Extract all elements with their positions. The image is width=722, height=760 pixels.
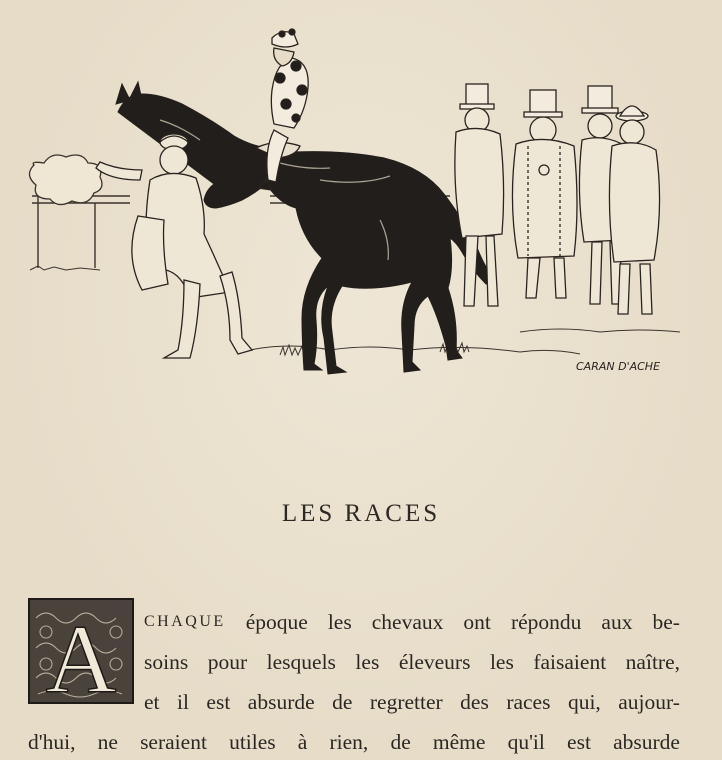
word: époque [245,610,308,634]
word: absurde [247,690,315,714]
word: ne [97,730,118,754]
word: à [297,730,308,754]
text-line-1 [144,607,680,637]
word: les [327,610,352,634]
word: lesquels [266,650,336,674]
word: répondu [510,610,582,634]
word: même [432,730,486,754]
breath-cloud [29,155,102,205]
word: qu'il [507,730,545,754]
word: est [206,690,231,714]
word: soins [144,650,189,674]
word: de [390,730,411,754]
word: les [489,650,514,674]
word: utiles [229,730,276,754]
word: CHAQUE [144,613,226,630]
word: naître, [625,650,680,674]
drop-cap-ornament [28,598,134,704]
word: regretter [369,690,443,714]
word: races [506,690,551,714]
word: il [177,690,189,714]
word: pour [207,650,248,674]
word: aujour- [618,690,680,714]
word: est [567,730,591,754]
word: éleveurs [398,650,471,674]
word: et [144,690,160,714]
word: be- [652,610,680,634]
word: les [355,650,380,674]
drop-cap-letter: A [45,606,117,704]
word: chevaux [371,610,444,634]
racehorse-illustration [20,20,700,390]
word: de [332,690,353,714]
word: faisaient [533,650,607,674]
word: d'hui, [28,730,76,754]
text-line-3 [144,687,680,717]
word: ont [463,610,491,634]
word: absurde [613,730,680,754]
text-line-4 [28,727,680,757]
illustration-signature: CARAN D'ACHE [576,360,661,373]
chapter-title: LES RACES [281,500,441,527]
text-line-2 [144,647,680,677]
word: des [460,690,489,714]
word: aux [601,610,633,634]
word: qui, [567,690,601,714]
word: seraient [140,730,207,754]
word: rien, [329,730,369,754]
